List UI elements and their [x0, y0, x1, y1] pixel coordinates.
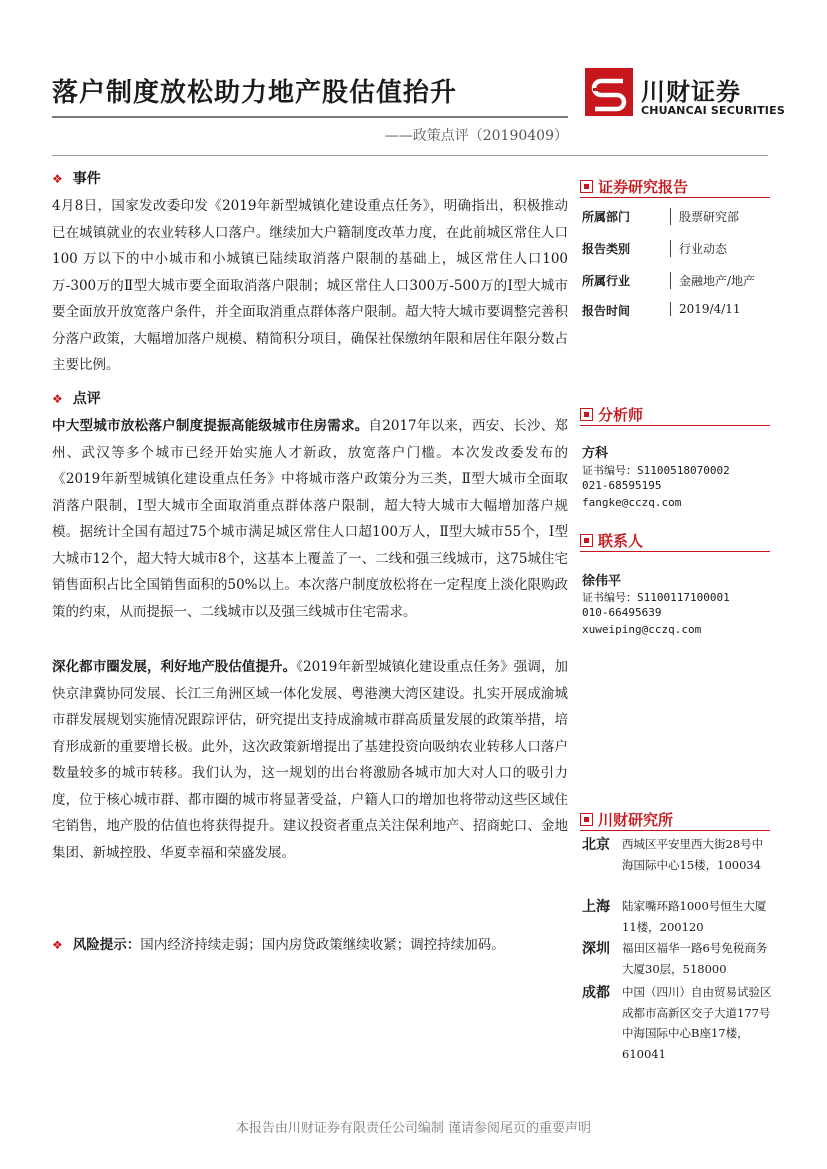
diamond-bullet-icon: ❖ — [52, 392, 63, 406]
report-subtitle: ——政策点评（20190409） — [384, 128, 568, 144]
header-divider — [52, 155, 768, 156]
brand-name: 川财证券 — [641, 78, 741, 106]
paragraph-lead: 中大型城市放松落户制度提振高能级城市住房需求。 — [52, 418, 369, 434]
contact-email[interactable]: xuweiping@cczq.com — [582, 623, 702, 636]
meta-label-category: 报告类别 — [582, 242, 631, 256]
square-bullet-icon — [580, 408, 593, 421]
meta-value-category: 行业动态 — [670, 240, 727, 257]
paragraph-body: 自2017年以来，西安、长沙、郑州、武汉等多个城市已经开始实施人才新政，放宽落户门槛。本次发改委发布的《2019年新型城镇化建设重点任务》中将城市落户政策分为三类，Ⅱ型大城市全面取消落户限制，Ⅰ型大城市全面取消重点群体落户限制，超大特大城市大幅增加落户规模。据统计全国有超过75个城市满足城区常住人口超100万人，Ⅱ型大城市55个，Ⅰ型大城市12个，超大特大城市8个，这基本上覆盖了一、二线和强三线城市，这75城住宅销售面积占比全国销售面积的50%以上。本次落户制度放松将在一定程度上淡化限购政策的约束，从而提振一、二线城市以及强三线城市住宅需求。 — [52, 418, 569, 620]
meta-label-department: 所属部门 — [582, 210, 631, 224]
paragraph-body: 《2019年新型城镇化建设重点任务》强调，加快京津冀协同发展、长江三角洲区域一体化发展、粤港澳大湾区建设。扎实开展成渝城市群发展规划实施情况跟踪评估，研究提出支持成渝城市群高质量发展的政策举措，培育形成新的重要增长极。此外，这次政策新增提出了基建投资向吸纳农业转移人口落户数量较多的城市转移。我们认为，这一规划的出台将激励各城市加大对人口的吸引力度，位于核心城市群、都市圈的城市将显著受益，户籍人口的增加也将带动这些区域住宅销售，地产股的估值也将获得提升。建议投资者重点关注保利地产、招商蛇口、金地集团、新城控股、华夏幸福和荣盛发展。 — [52, 659, 569, 861]
meta-value-department: 股票研究部 — [670, 208, 739, 225]
meta-label-date: 报告时间 — [582, 304, 631, 318]
paragraph-lead: 深化都市圈发展，利好地产股估值提升。 — [52, 659, 297, 675]
sidebar-divider — [580, 425, 770, 426]
diamond-bullet-icon: ❖ — [52, 938, 63, 952]
event-heading: ❖ 事件 — [52, 171, 101, 187]
risk-label: 风险提示： — [72, 937, 141, 953]
comment-paragraph-1 — [52, 413, 568, 625]
title-divider — [52, 116, 568, 118]
contact-name: 徐伟平 — [582, 574, 622, 589]
contact-cert: 证书编号：S1100117100001 — [582, 591, 730, 604]
brand-logo-mark-icon — [585, 68, 633, 116]
institute-heading: 川财研究所 — [580, 809, 673, 830]
square-bullet-icon — [580, 534, 593, 547]
analyst-cert: 证书编号：S1100518070002 — [582, 464, 730, 477]
office-address-shanghai: 陆家嘴环路1000号恒生大厦11楼，200120 — [622, 899, 767, 934]
brand-logo-icon — [585, 68, 633, 116]
event-paragraph: 4月8日，国家发改委印发《2019年新型城镇化建设重点任务》，明确指出，积极推动已在城镇就业的农业转移人口落户。继续加大户籍制度改革力度，在此前城区常住人口100 万以下的中小城市和小城镇已陆续取消落户限制的基础上，城区常住人口100万-300万的Ⅱ型大城市要全面取消落户限制；城区常住人口300万-500万的Ⅰ型大城市要全面放开放宽落户条件，并全面取消重点群体落户限制。超大特大城市要调整完善积分落户政策，大幅增加落户规模、精简积分项目，确保社保缴纳年限和居住年限分数占主要比例。 — [52, 198, 568, 373]
report-title: 落户制度放松助力地产股估值抬升 — [52, 78, 458, 108]
analyst-heading: 分析师 — [580, 404, 643, 425]
brand-name-en: CHUANCAI SECURITIES — [641, 104, 785, 117]
office-address-beijing: 西城区平安里西大街28号中海国际中心15楼，100034 — [622, 837, 764, 872]
risk-warning — [52, 933, 572, 953]
diamond-bullet-icon: ❖ — [52, 172, 63, 186]
report-type-heading: 证券研究报告 — [580, 176, 688, 197]
sidebar-divider — [580, 197, 770, 198]
square-bullet-icon — [580, 813, 593, 826]
office-address-shenzhen: 福田区福华一路6号免税商务大厦30层，518000 — [622, 941, 768, 976]
office-city-shanghai: 上海 — [582, 899, 610, 915]
sidebar-divider — [580, 830, 770, 831]
risk-text: 国内经济持续走弱；国内房贷政策继续收紧；调控持续加码。 — [140, 937, 505, 953]
office-address-chengdu: 中国（四川）自由贸易试验区成都市高新区交子大道177号中海国际中心B座17楼，610041 — [622, 985, 772, 1061]
analyst-phone: 021-68595195 — [582, 479, 662, 492]
meta-value-industry: 金融地产/地产 — [670, 272, 755, 289]
square-bullet-icon — [580, 180, 593, 193]
comment-heading: ❖ 点评 — [52, 391, 101, 407]
contact-phone: 010-66495639 — [582, 606, 662, 619]
meta-label-industry: 所属行业 — [582, 274, 631, 288]
analyst-email[interactable]: fangke@cczq.com — [582, 496, 682, 509]
meta-value-date: 2019/4/11 — [670, 302, 741, 316]
page-footer: 本报告由川财证券有限责任公司编制 谨请参阅尾页的重要声明 — [235, 1121, 592, 1136]
contact-heading: 联系人 — [580, 530, 643, 551]
comment-paragraph-2 — [52, 654, 568, 866]
office-city-beijing: 北京 — [582, 837, 610, 853]
office-city-chengdu: 成都 — [582, 985, 610, 1001]
analyst-name: 方科 — [582, 446, 609, 461]
office-city-shenzhen: 深圳 — [582, 941, 610, 957]
sidebar-divider — [580, 551, 770, 552]
